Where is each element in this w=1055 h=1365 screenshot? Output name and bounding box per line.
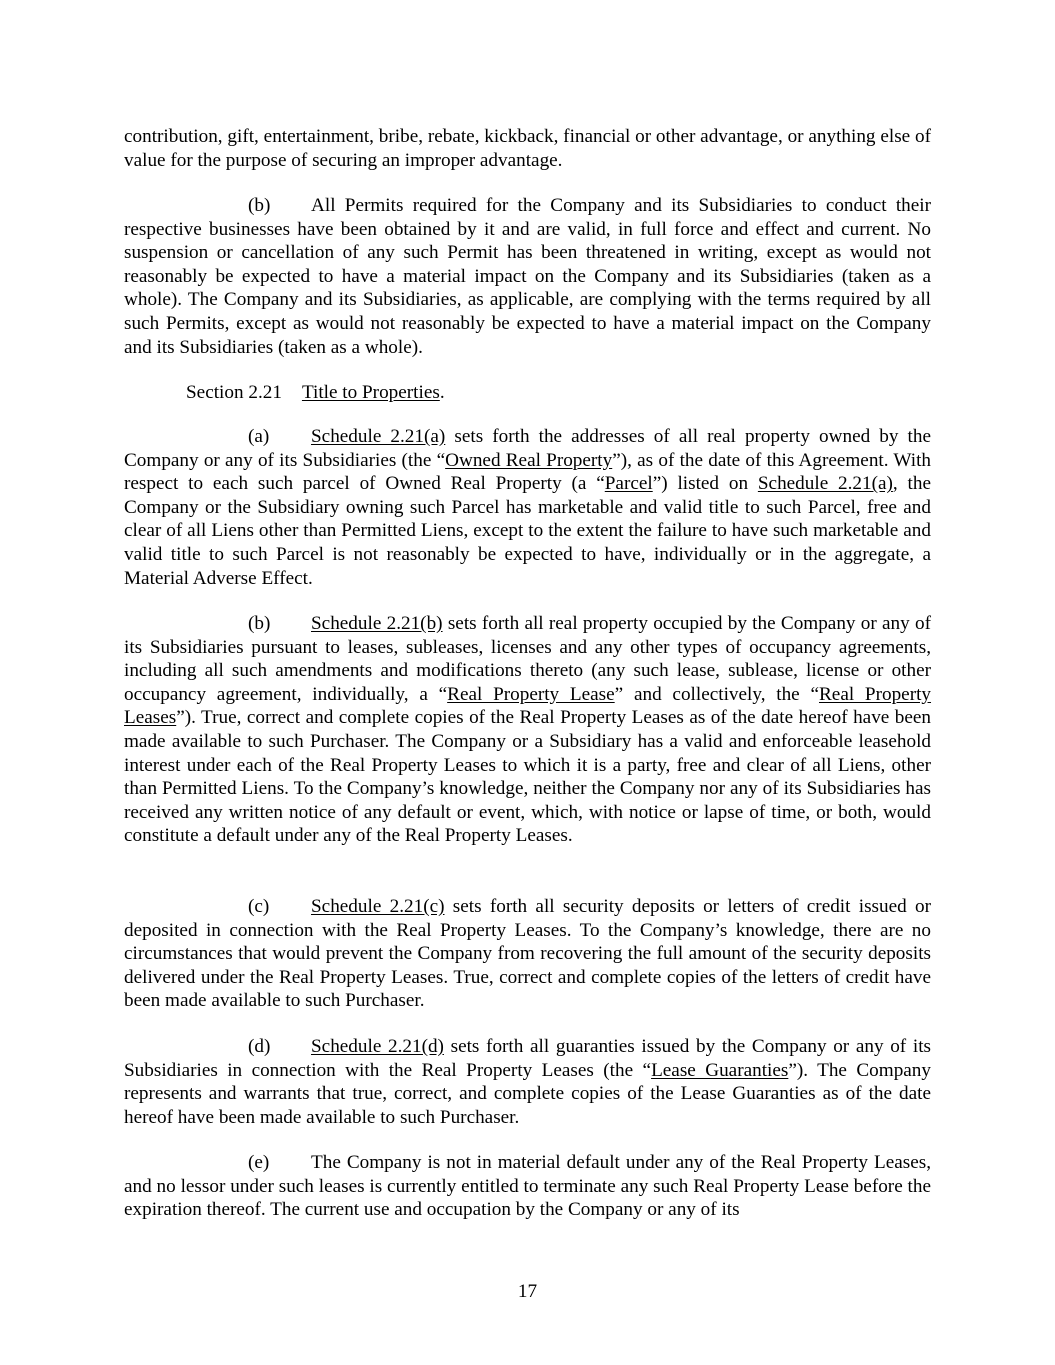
section-number: Section 2.21 [186,382,282,403]
paragraph-b-leases [124,612,931,848]
paragraph-continuation: contribution, gift, entertainment, bribe, rebate, kickback, financial or other advantage, or anything else of value for the purpose of securing an improper advantage. [124,126,931,171]
paragraph-b-permits [124,194,931,359]
paragraph-text: ”), as of the date of this Agreement. With respect to each such parcel of Owned Real Property (a “ [124,449,932,495]
section-heading [186,381,445,405]
section-title-period: . [439,382,445,403]
paragraph-text: , the Company or the Subsidiary owning such Parcel has marketable and valid title to such Parcel, free and clear of all Liens other than Permitted Liens, except to the extent the failure to have such marketable and valid title to such Parcel is not reasonably be expected to have, individually or in the aggregate, a Material Adverse Effect. [124,473,931,589]
paragraph-label: (c) [248,896,270,917]
defined-term: Real Property Leases [124,683,932,729]
defined-term: Owned Real Property [445,449,613,471]
paragraph-label: (a) [248,426,270,447]
schedule-reference: Schedule 2.21(d) [311,1036,444,1057]
paragraph-d-guaranties [124,1035,931,1129]
paragraph-text: ”). True, correct and complete copies of the Real Property Leases as of the date hereof have been made available to such Purchaser. The Company or a Subsidiary has a valid and enforceable leasehold interest under each of the Real Property Leases to which it is a party, free and clear of all Liens, other than Permitted Liens. To the Company’s knowledge, neither the Company nor any of its Subsidiaries has received any written notice of any default or event, which, with notice or lapse of time, or both, would constitute a default under any of the Real Property Leases. [124,707,931,847]
paragraph-label: (d) [248,1036,271,1057]
page-number: 17 [517,1281,538,1302]
paragraph-text: sets forth the addresses of all real property owned by the Company or any of its Subsidiaries (the “ [124,426,931,471]
paragraph-e-default [124,1151,931,1222]
schedule-reference: Schedule 2.21(c) [311,896,445,917]
paragraph-text: All Permits required for the Company and its Subsidiaries to conduct their respective businesses have been obtained by it and are valid, in full force and effect and current. No suspension or cancellation of any such Permit has been threatened in writing, except as would not reasonably be expected to have a material impact on the Company and its Subsidiaries (taken as a whole). The Company and its Subsidiaries, as applicable, are complying with the terms required by all such Permits, except as would not reasonably be expected to have a material impact on the Company and its Subsidiaries (taken as a whole). [124,195,931,358]
paragraph-text: The Company is not in material default under any of the Real Property Leases, and no lessor under such leases is currently entitled to terminate any such Real Property Lease before the expiration thereof. The current use and occupation by the Company or any of its [124,1152,931,1221]
defined-term: Lease Guaranties [651,1059,789,1081]
schedule-reference: Schedule 2.21(a) [311,426,446,447]
section-title: Title to Properties [301,382,440,403]
schedule-reference: Schedule 2.21(a) [757,473,893,495]
paragraph-text: ” and collectively, the “ [614,683,819,705]
paragraph-text: sets forth all real property occupied by the Company or any of its Subsidiaries pursuant to leases, subleases, licenses and any other types of occupancy agreements, including all such amendments and modifications thereto (any such lease, sublease, license or other occupancy agreement, individually, a “ [124,613,931,705]
paragraph-label: (b) [248,195,271,216]
paragraph-text: sets forth all guaranties issued by the Company or any of its Subsidiaries in connection with the Real Property Leases (the “ [124,1036,931,1081]
paragraph-text: ”). The Company represents and warrants that true, correct, and complete copies of the Lease Guaranties as of the date hereof have been made available to such Purchaser. [124,1059,931,1128]
paragraph-text: ”) listed on [652,473,758,495]
defined-term: Real Property Lease [447,683,615,705]
schedule-reference: Schedule 2.21(b) [311,613,443,634]
paragraph-a-owned-property [124,425,931,590]
paragraph-label: (e) [248,1152,270,1173]
defined-term: Parcel [604,473,653,495]
paragraph-label: (b) [248,613,271,634]
paragraph-c-deposits [124,895,931,1013]
paragraph-text: sets forth all security deposits or letters of credit issued or deposited in connection with the Real Property Leases. To the Company’s knowledge, there are no circumstances that would prevent the Company from recovering the full amount of the security deposits delivered under the Real Property Leases. True, correct and complete copies of the letters of credit have been made available to such Purchaser. [124,896,931,1012]
